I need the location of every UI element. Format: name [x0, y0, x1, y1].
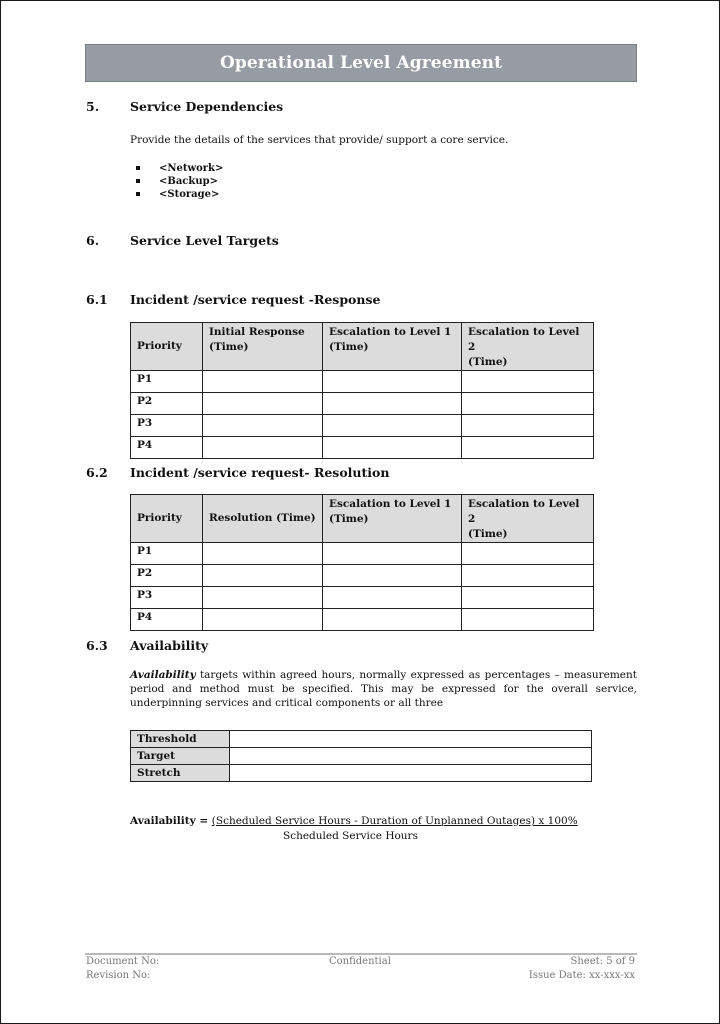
table-cell[interactable]	[323, 415, 462, 437]
column-header-priority: Priority	[131, 323, 203, 371]
formula-lhs: Availability =	[130, 815, 212, 827]
stretch-label: Stretch	[131, 765, 230, 782]
target-label: Target	[131, 748, 230, 765]
availability-formula	[130, 815, 578, 827]
table-row	[131, 415, 594, 437]
table-cell[interactable]	[203, 543, 323, 565]
section-5-number: 5.	[86, 99, 100, 114]
table-cell[interactable]	[462, 437, 594, 459]
priority-cell: P3	[131, 587, 203, 609]
dependency-label: <Storage>	[159, 189, 220, 200]
resolution-table	[130, 494, 594, 631]
footer-issue-date: Issue Date: xx-xxx-xx	[528, 970, 635, 981]
table-cell[interactable]	[323, 437, 462, 459]
table-header-row	[131, 495, 594, 543]
table-cell[interactable]	[203, 587, 323, 609]
priority-cell: P2	[131, 565, 203, 587]
bullet-square-icon	[136, 179, 140, 183]
section-6-heading: Service Level Targets	[130, 233, 279, 248]
table-cell[interactable]	[323, 371, 462, 393]
column-header-resolution: Resolution (Time)	[203, 495, 323, 543]
document-title-banner	[85, 44, 637, 82]
priority-cell: P1	[131, 371, 203, 393]
table-cell[interactable]	[462, 371, 594, 393]
table-cell[interactable]	[462, 393, 594, 415]
table-header-row	[131, 323, 594, 371]
table-row	[131, 543, 594, 565]
bullet-square-icon	[136, 166, 140, 170]
table-row	[131, 748, 592, 765]
table-row	[131, 765, 592, 782]
target-value-cell[interactable]	[230, 748, 592, 765]
stretch-value-cell[interactable]	[230, 765, 592, 782]
availability-emphasis: Availability	[130, 669, 196, 681]
table-row	[131, 609, 594, 631]
column-header-initial-response: Initial Response (Time)	[203, 323, 323, 371]
dependency-item	[136, 175, 223, 188]
column-header-priority: Priority	[131, 495, 203, 543]
column-header-escalation-level-2: Escalation to Level 2 (Time)	[462, 323, 594, 371]
dependency-label: <Network>	[159, 163, 224, 174]
availability-description-text: targets within agreed hours, normally expressed as percentages – measurement period and method must be specified. This may be expressed for the overall service, underpinning services and critical components or all three	[130, 669, 637, 709]
table-cell[interactable]	[323, 565, 462, 587]
priority-cell: P1	[131, 543, 203, 565]
section-5-heading: Service Dependencies	[130, 99, 284, 114]
footer-classification: Confidential	[329, 956, 391, 967]
table-cell[interactable]	[203, 565, 323, 587]
priority-cell: P2	[131, 393, 203, 415]
section-6-3-heading: Availability	[130, 638, 209, 653]
footer-sheet-number: Sheet: 5 of 9	[570, 956, 635, 967]
availability-description	[130, 668, 637, 710]
dependency-item	[136, 188, 223, 201]
table-cell[interactable]	[323, 587, 462, 609]
table-cell[interactable]	[462, 587, 594, 609]
threshold-label: Threshold	[131, 731, 230, 748]
formula-numerator: (Scheduled Service Hours - Duration of Unplanned Outages) x 100%	[211, 815, 578, 827]
table-cell[interactable]	[462, 543, 594, 565]
column-header-escalation-level-2: Escalation to Level 2 (Time)	[462, 495, 594, 543]
dependency-item	[136, 162, 223, 175]
formula-denominator: Scheduled Service Hours	[283, 830, 418, 842]
section-5-description: Provide the details of the services that provide/ support a core service.	[130, 134, 509, 146]
footer-revision-no: Revision No:	[86, 970, 151, 981]
section-6-3-number: 6.3	[86, 638, 108, 653]
priority-cell: P3	[131, 415, 203, 437]
dependency-list	[136, 162, 223, 201]
table-cell[interactable]	[323, 609, 462, 631]
table-cell[interactable]	[203, 393, 323, 415]
table-cell[interactable]	[462, 609, 594, 631]
section-6-2-number: 6.2	[86, 465, 108, 480]
bullet-square-icon	[136, 192, 140, 196]
section-6-number: 6.	[86, 233, 100, 248]
column-header-escalation-level-1: Escalation to Level 1 (Time)	[323, 323, 462, 371]
section-6-2-heading: Incident /service request- Resolution	[130, 465, 390, 480]
response-table	[130, 322, 594, 459]
table-row	[131, 565, 594, 587]
table-cell[interactable]	[203, 437, 323, 459]
table-cell[interactable]	[323, 393, 462, 415]
table-cell[interactable]	[203, 371, 323, 393]
threshold-value-cell[interactable]	[230, 731, 592, 748]
table-row	[131, 393, 594, 415]
section-6-1-number: 6.1	[86, 292, 108, 307]
table-cell[interactable]	[462, 565, 594, 587]
column-header-escalation-level-1: Escalation to Level 1 (Time)	[323, 495, 462, 543]
table-row	[131, 371, 594, 393]
footer-document-no: Document No:	[86, 956, 160, 967]
priority-cell: P4	[131, 609, 203, 631]
table-cell[interactable]	[203, 415, 323, 437]
availability-targets-table	[130, 730, 592, 782]
table-cell[interactable]	[323, 543, 462, 565]
priority-cell: P4	[131, 437, 203, 459]
footer-divider	[85, 953, 637, 955]
table-cell[interactable]	[203, 609, 323, 631]
document-title: Operational Level Agreement	[219, 53, 503, 73]
table-row	[131, 587, 594, 609]
table-row	[131, 437, 594, 459]
section-6-1-heading: Incident /service request -Response	[130, 292, 381, 307]
dependency-label: <Backup>	[159, 176, 218, 187]
table-cell[interactable]	[462, 415, 594, 437]
table-row	[131, 731, 592, 748]
